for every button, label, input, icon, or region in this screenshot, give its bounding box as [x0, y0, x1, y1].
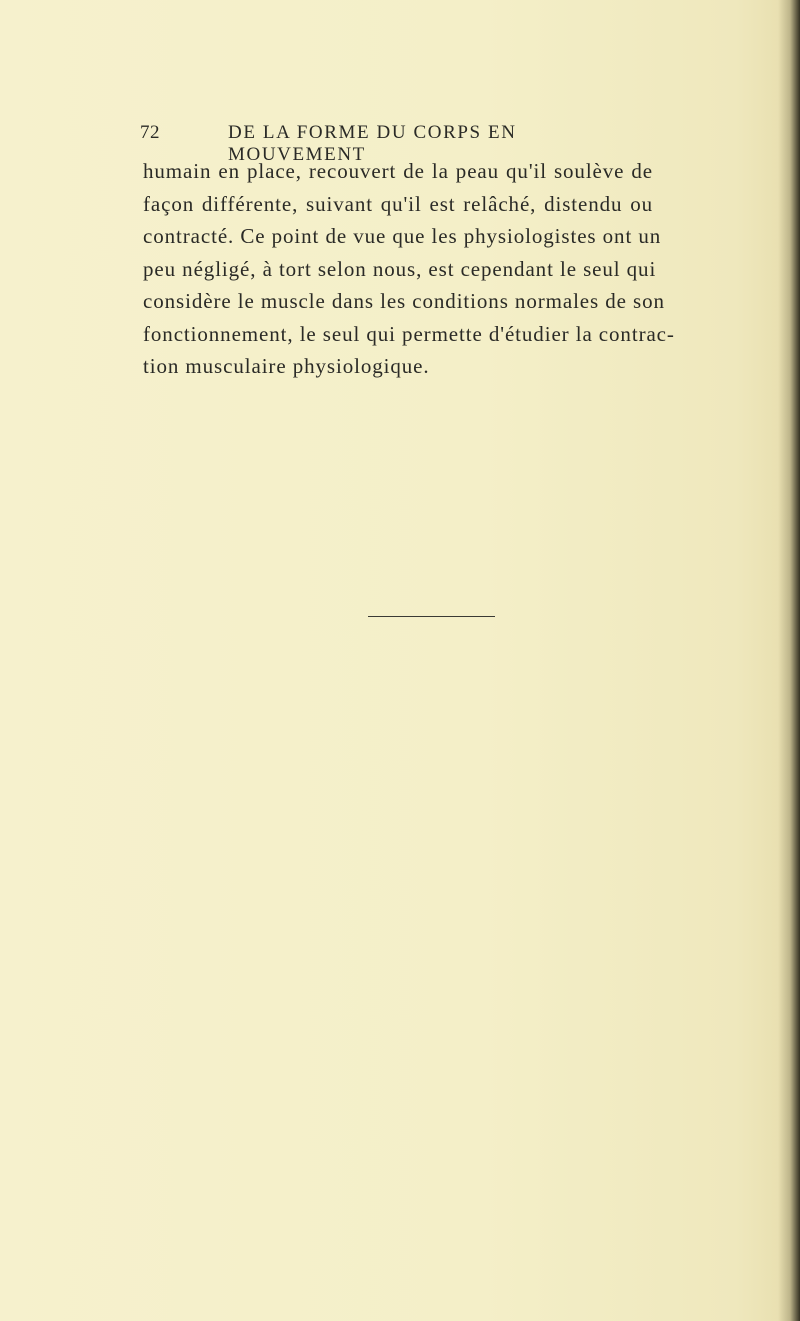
body-paragraph	[143, 155, 675, 383]
text-line: considère le muscle dans les conditions normales de son	[143, 289, 665, 313]
page-edge-shadow	[778, 0, 800, 1321]
text-line: peu négligé, à tort selon nous, est cependant le seul qui	[143, 256, 657, 281]
text-line: humain en place, recouvert de la peau qu'il soulève de	[143, 159, 653, 183]
running-header	[140, 122, 660, 165]
section-end-rule	[368, 616, 495, 617]
running-title: DE LA FORME DU CORPS EN MOUVEMENT	[228, 122, 517, 165]
page-number: 72	[140, 122, 160, 143]
text-line: tion musculaire physiologique.	[143, 354, 430, 378]
text-line: contracté. Ce point de vue que les physiologistes ont un	[143, 224, 662, 248]
text-line: fonctionnement, le seul qui permette d'étudier la contrac-	[143, 321, 675, 346]
text-line: façon différente, suivant qu'il est relâché, distendu ou	[143, 191, 653, 216]
